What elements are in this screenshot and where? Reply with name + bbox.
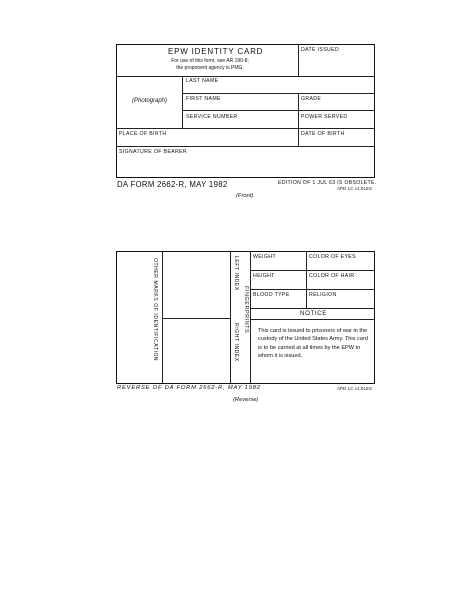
reverse-apd-note: APD LC v1.01ES [337,386,373,391]
notice-text: This card is issued to prisoners of war in the custody of the United States Army. This card is to be carried at all times by the EPW to whom it is issued. [258,328,368,360]
card-subtitle-line1: For use of this form, see AR 190-8; [171,58,249,64]
blood-type-label: BLOOD TYPE [253,292,290,298]
front-caption: (Front) [236,193,254,199]
date-issued-label: DATE ISSUED [301,47,340,53]
front-divider-firstname [182,110,375,111]
front-divider-lastname [182,93,375,94]
right-index-label: RIGHT INDEX [233,323,239,362]
height-label: HEIGHT [253,273,275,279]
front-form-number: DA FORM 2662-R, MAY 1982 [117,180,228,189]
front-divider-date-issued [298,44,299,76]
last-name-label: LAST NAME [186,78,219,84]
reverse-divider-blood [250,308,375,309]
reverse-divider-height [250,289,375,290]
reverse-form-number: REVERSE OF DA FORM 2662-R, MAY 1982 [117,385,261,391]
front-divider-birth [116,146,375,147]
first-name-label: FIRST NAME [186,96,221,102]
date-of-birth-label: DATE OF BIRTH [301,131,345,137]
card-title: EPW IDENTITY CARD [168,47,264,56]
card-subtitle-line2: the proponent agency is PMG. [176,65,244,71]
edition-note: EDITION OF 1 JUL 63 IS OBSOLETE. [278,180,377,186]
color-of-hair-label: COLOR OF HAIR [309,273,355,279]
front-divider-photo [182,76,183,128]
notice-title: NOTICE [300,310,327,317]
other-marks-label: OTHER MARKS OF IDENTIFICATION [152,258,158,362]
photograph-label: (Photograph) [132,98,168,104]
power-served-label: POWER SERVED [301,114,348,120]
front-divider-grade [298,93,299,146]
reverse-divider-index [230,251,231,384]
color-of-eyes-label: COLOR OF EYES [309,254,356,260]
religion-label: RELIGION [309,292,337,298]
signature-label: SIGNATURE OF BEARER [119,149,187,155]
left-index-label: LEFT INDEX [233,256,239,291]
front-divider-service [116,128,375,129]
place-of-birth-label: PLACE OF BIRTH [119,131,167,137]
reverse-divider-notice [250,319,375,320]
reverse-caption: (Reverse) [233,397,259,403]
weight-label: WEIGHT [253,254,276,260]
front-divider-title-bottom [116,76,375,77]
service-number-label: SERVICE NUMBER [186,114,238,120]
front-apd-note: APD LC v1.01ES [337,186,373,191]
reverse-divider-columns [306,251,307,308]
fingerprints-label: FINGERPRINTS [243,286,249,334]
reverse-divider-weight [250,270,375,271]
grade-label: GRADE [301,96,322,102]
reverse-divider-fingers [162,318,230,319]
